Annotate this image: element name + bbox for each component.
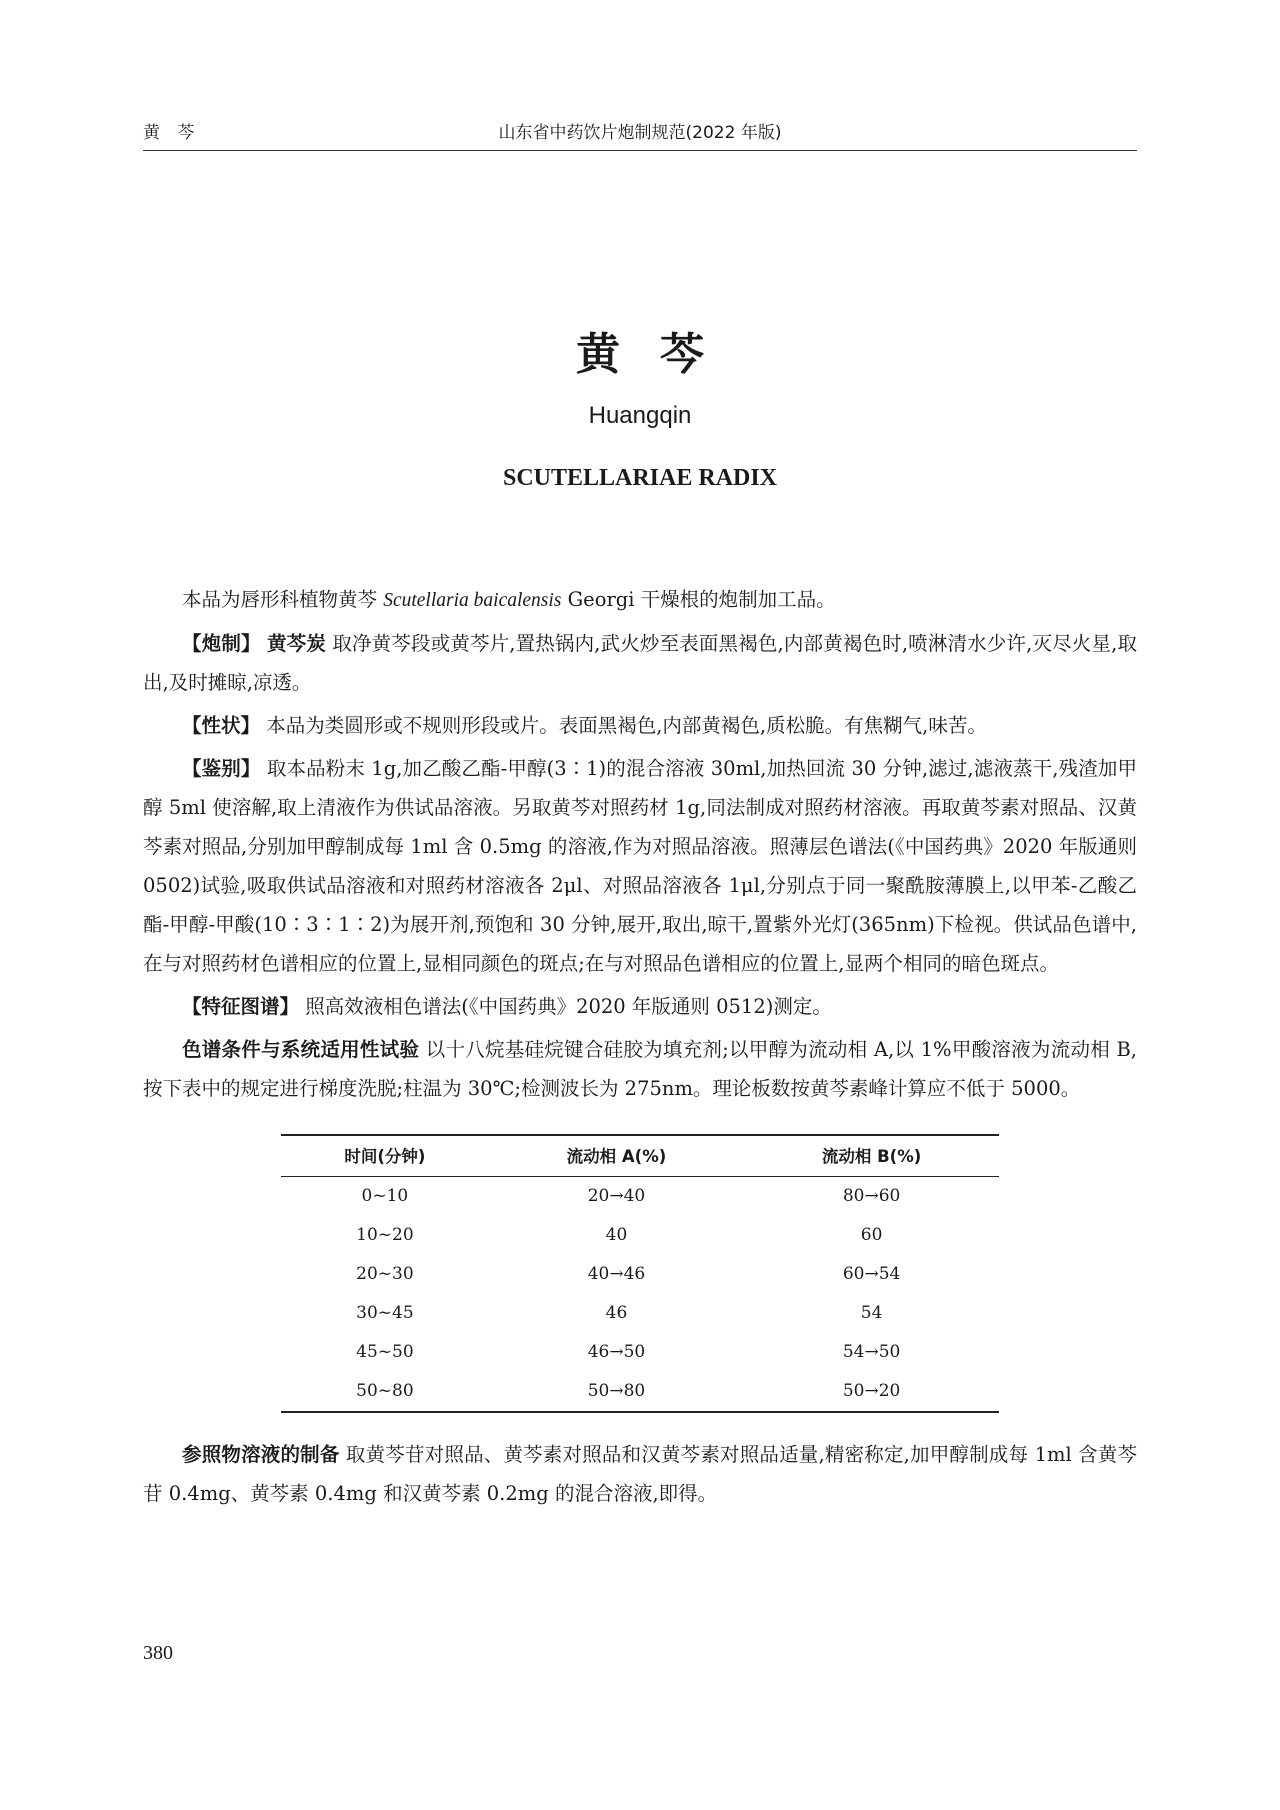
fingerprint-text: 照高效液相色谱法(《中国药典》2020 年版通则 0512)测定。: [305, 995, 832, 1018]
cell-phase-a: 50→80: [489, 1372, 744, 1412]
cell-phase-a: 46→50: [587, 1342, 646, 1362]
cell-phase-b: 54: [860, 1303, 883, 1323]
cell-phase-b: 50→20: [744, 1372, 999, 1412]
cell-phase-b: 60: [860, 1225, 883, 1245]
characteristics-section: [143, 706, 1137, 745]
running-header: [143, 112, 1137, 151]
processing-method: 黄芩炭: [267, 632, 326, 655]
monograph-title-latin: SCUTELLARIAE RADIX: [502, 465, 778, 491]
characteristics-label: 【性状】: [182, 714, 261, 737]
cell-time: 30~45: [356, 1303, 414, 1323]
page-number: 380: [143, 1642, 173, 1664]
header-book-title: 山东省中药饮片炮制规范(2022 年版): [498, 123, 782, 143]
table-row: [281, 1372, 999, 1412]
monograph-body: [143, 580, 1137, 1517]
identification-label: 【鉴别】: [182, 757, 261, 780]
conditions-section: [143, 1030, 1137, 1108]
reference-label: 参照物溶液的制备: [182, 1443, 340, 1466]
column-header-phase-b: 流动相 B(%): [744, 1135, 999, 1177]
cell-time: 50~80: [281, 1372, 489, 1412]
monograph-title-pinyin: Huangqin: [588, 402, 692, 429]
characteristics-text: 本品为类圆形或不规则形段或片。表面黑褐色,内部黄褐色,质松脆。有焦糊气,味苦。: [266, 714, 987, 737]
table-row: [281, 1333, 999, 1372]
gradient-table: [281, 1134, 999, 1413]
table-header-row: [281, 1135, 999, 1177]
cell-time: 0~10: [361, 1186, 409, 1206]
conditions-text: 以十八烷基硅烷键合硅胶为填充剂;以甲醇为流动相 A,以 1%甲酸溶液为流动相 B,按下表中的规定进行梯度洗脱;柱温为 30℃;检测波长为 275nm。理论板数按黄芩素峰计算应不低于 5000。: [143, 1038, 1137, 1100]
cell-phase-a: 46: [605, 1303, 628, 1323]
table-row: [281, 1177, 999, 1217]
fingerprint-label: 【特征图谱】: [182, 995, 300, 1018]
header-section-name: 黄 芩: [143, 123, 201, 143]
conditions-label: 色谱条件与系统适用性试验: [182, 1038, 420, 1061]
column-header-phase-a: 流动相 A(%): [489, 1135, 744, 1177]
cell-phase-a: 20→40: [587, 1186, 646, 1206]
reference-section: [143, 1435, 1137, 1513]
species-name: Scutellaria baicalensis: [383, 590, 562, 611]
column-header-time: 时间(分钟): [281, 1135, 489, 1177]
monograph-title-chinese: 黄芩: [576, 329, 744, 380]
table-row: [281, 1255, 999, 1294]
cell-time: 45~50: [356, 1342, 414, 1362]
reference-text: 取黄芩苷对照品、黄芩素对照品和汉黄芩素对照品适量,精密称定,加甲醇制成每 1ml 含黄芩苷 0.4mg、黄芩素 0.4mg 和汉黄芩素 0.2mg 的混合溶液,即得。: [143, 1443, 1137, 1505]
cell-phase-b: 54→50: [842, 1342, 901, 1362]
table-row: [281, 1294, 999, 1333]
processing-label: 【炮制】: [182, 632, 261, 655]
cell-time: 20~30: [356, 1264, 414, 1284]
identification-section: [143, 749, 1137, 983]
cell-time: 10~20: [356, 1225, 414, 1245]
table-row: [281, 1216, 999, 1255]
processing-text: 取净黄芩段或黄芩片,置热锅内,武火炒至表面黑褐色,内部黄褐色时,喷淋清水少许,灭尽火星,取出,及时摊晾,凉透。: [143, 632, 1137, 694]
fingerprint-section: [143, 987, 1137, 1026]
cell-phase-b: 60→54: [842, 1264, 901, 1284]
cell-phase-a: 40: [605, 1225, 628, 1245]
intro-text-post: Georgi 干燥根的炮制加工品。: [561, 588, 836, 611]
intro-text-pre: 本品为唇形科植物黄芩: [182, 588, 384, 611]
intro-paragraph: [143, 580, 1137, 620]
cell-phase-a: 40→46: [587, 1264, 646, 1284]
cell-phase-b: 80→60: [842, 1186, 901, 1206]
processing-section: [143, 624, 1137, 702]
identification-text: 取本品粉末 1g,加乙酸乙酯-甲醇(3∶1)的混合溶液 30ml,加热回流 30 分钟,滤过,滤液蒸干,残渣加甲醇 5ml 使溶解,取上清液作为供试品溶液。另取黄芩对照药材 1g,同法制成对照药材溶液。再取黄芩素对照品、汉黄芩素对照品,分别加甲醇制成每 1ml 含 0.5mg 的溶液,作为对照品溶液。照薄层色谱法(《中国药典》2020 年版通则 0502)试验,吸取供试品溶液和对照药材溶液各 2μl、对照品溶液各 1μl,分别点于同一聚酰胺薄膜上,以甲苯-乙酸乙酯-甲醇-甲酸(10∶3∶1∶2)为展开剂,预饱和 30 分钟,展开,取出,晾干,置紫外光灯(365nm)下检视。供试品色谱中,在与对照药材色谱相应的位置上,显相同颜色的斑点;在与对照品色谱相应的位置上,显两个相同的暗色斑点。: [143, 757, 1137, 975]
